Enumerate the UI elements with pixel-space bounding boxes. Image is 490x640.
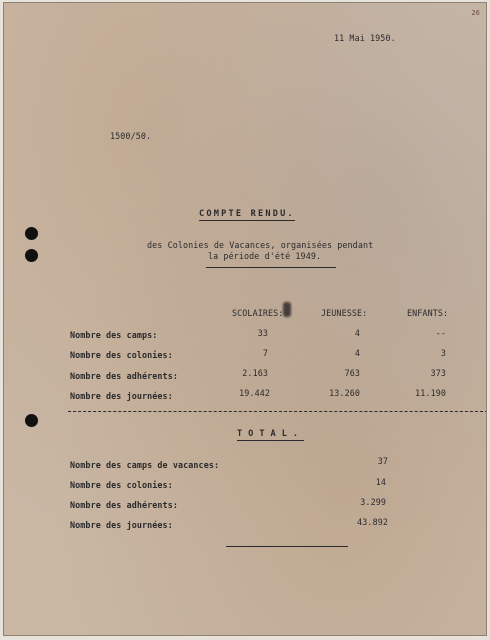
row-value-enfants: 3 <box>440 348 446 358</box>
row-label: Nombre des journées: <box>70 391 173 401</box>
row-value-jeunesse: 4 <box>354 348 360 358</box>
row-label: Nombre des colonies: <box>70 350 173 360</box>
row-value-enfants: 11.190 <box>415 388 446 398</box>
column-header-jeunesse: JEUNESSE: <box>321 308 368 318</box>
row-label: Nombre des camps: <box>70 330 158 340</box>
reference-number: 1500/50. <box>110 131 152 141</box>
total-label: Nombre des adhérents: <box>70 500 178 510</box>
row-value-scolaires: 7 <box>262 348 268 358</box>
row-value-scolaires: 2.163 <box>242 368 268 378</box>
row-value-scolaires: 33 <box>257 328 268 338</box>
page-number: 26 <box>471 9 480 17</box>
row-label: Nombre des adhérents: <box>70 371 178 381</box>
subtitle-line-2: la période d'été 1949. <box>208 251 322 261</box>
total-value: 37 <box>377 456 388 466</box>
row-value-scolaires: 19.442 <box>239 388 270 398</box>
row-value-jeunesse: 4 <box>354 328 360 338</box>
document-title: COMPTE RENDU. <box>199 209 295 219</box>
total-value: 3.299 <box>360 497 386 507</box>
total-label: Nombre des journées: <box>70 520 173 530</box>
row-value-jeunesse: 13.260 <box>329 388 360 398</box>
column-header-enfants: ENFANTS: <box>407 308 449 318</box>
total-label: Nombre des colonies: <box>70 480 173 490</box>
subtitle-line-1: des Colonies de Vacances, organisées pendant <box>147 240 374 250</box>
punch-hole <box>25 414 38 427</box>
row-value-jeunesse: 763 <box>344 368 360 378</box>
total-title: TOTAL. <box>237 429 305 439</box>
row-value-enfants: -- <box>435 328 446 338</box>
total-value: 43.892 <box>357 517 388 527</box>
document-page <box>3 2 487 636</box>
total-label: Nombre des camps de vacances: <box>70 460 220 470</box>
closing-rule <box>226 546 348 547</box>
document-date: 11 Mai 1950. <box>334 33 396 43</box>
column-header-scolaires: SCOLAIRES: <box>232 308 284 318</box>
punch-hole <box>25 227 38 240</box>
total-value: 14 <box>375 477 386 487</box>
ink-smudge <box>283 302 291 317</box>
row-value-enfants: 373 <box>430 368 446 378</box>
subtitle-underline <box>206 267 336 268</box>
dashed-separator <box>68 411 487 412</box>
punch-hole <box>25 249 38 262</box>
